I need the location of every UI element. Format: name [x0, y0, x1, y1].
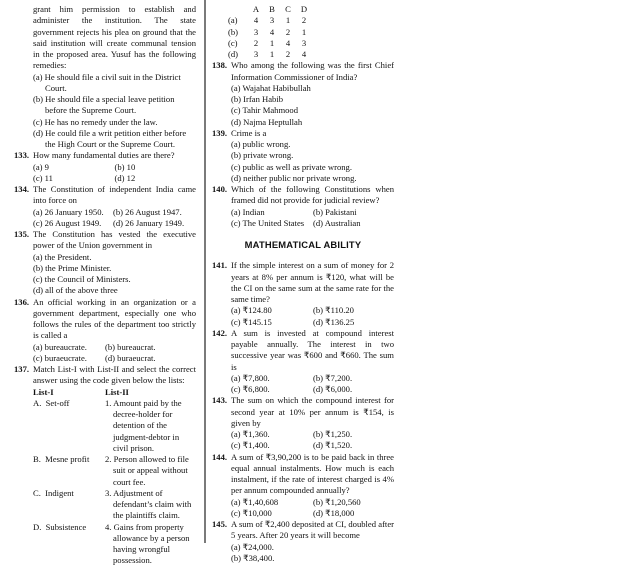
option-d: (d) Australian: [313, 217, 361, 228]
question-142: [212, 328, 394, 373]
list-1-item-a: A. Set-off: [33, 397, 70, 408]
code-value: 3: [301, 37, 307, 48]
option-b: (b) ₹1,20,560: [313, 496, 361, 507]
list-1-item-d: D. Subsistence: [33, 521, 87, 532]
option-c: (c) public as well as private wrong.: [231, 161, 352, 172]
option-b: (b) bureaucrat.: [105, 341, 156, 352]
list-1-header: List-I: [33, 386, 54, 397]
option-b: (b) ₹7,200.: [313, 372, 353, 383]
question-134: [14, 184, 196, 207]
question-text: Which of the following Constitutions when framed did not provide for judicial review?: [231, 184, 394, 206]
left-column: [14, 4, 196, 567]
question-144: [212, 452, 394, 497]
question-number: 143.: [212, 395, 228, 406]
code-value: 2: [285, 49, 291, 59]
question-number: 136.: [14, 296, 30, 307]
list-2-item-1: 1. Amount paid by the decree-holder for detention of the judgment-debtor in civil prison.: [105, 397, 182, 453]
question-text: A sum of ₹3,90,200 is to be paid back in three equal annual instalments. How much is each instalment, if the rate of interest charged is 4% per annum compounded annually?: [231, 451, 394, 496]
option-b: (b) Irfan Habib: [231, 94, 284, 104]
code-value: 4: [269, 26, 275, 37]
option-c: (c) ₹6,800.: [231, 384, 270, 394]
option-b: (b) private wrong.: [231, 150, 294, 161]
options: [212, 207, 394, 230]
code-value: 2: [285, 26, 291, 37]
option-c: (c) 11: [33, 172, 53, 183]
question-139: [212, 128, 394, 139]
code-row: [228, 15, 312, 26]
question-text: The Constitution of independent India came into force on: [33, 184, 196, 206]
code-value: 1: [285, 15, 291, 26]
question-number: 142.: [212, 327, 228, 338]
question-number: 141.: [212, 260, 228, 271]
question-number: 135.: [14, 229, 30, 239]
question-text: A sum is invested at compound interest payable annually. The interest in two successive year was ₹600 and ₹660. The sum is: [231, 327, 394, 372]
option-c: (c) the Council of Ministers.: [33, 274, 131, 284]
code-row: [228, 38, 312, 49]
question-133: [14, 150, 196, 161]
options: [212, 497, 394, 520]
option-c: (c) ₹10,000: [231, 507, 272, 518]
option-b: (b) 26 August 1947.: [113, 206, 182, 217]
options: [14, 207, 196, 230]
question-number: 134.: [14, 184, 30, 194]
option-c: (c) buraeucrate.: [33, 352, 87, 363]
question-text: The sum on which the compound interest for second year at 10% per annum is ₹154, is given by: [231, 395, 394, 428]
option-c: (c) Tahir Mahmood: [231, 105, 299, 116]
code-header-row: [228, 4, 312, 15]
code-header-d: D: [300, 4, 308, 14]
code-value: 1: [301, 26, 307, 37]
code-header-c: C: [285, 4, 291, 14]
option-d: (d) neither public nor private wrong.: [231, 172, 357, 183]
list-2-item-4: 4. Gains from property allowance by a person having wrongful possession.: [105, 521, 190, 566]
option-c: (c) 26 August 1949.: [33, 217, 102, 228]
options: [212, 139, 394, 184]
options: [14, 162, 196, 185]
options: [33, 72, 196, 151]
section-heading: MATHEMATICAL ABILITY: [244, 239, 362, 250]
options: [212, 373, 394, 396]
question-text: Match List-I with List-II and select the correct answer using the code given below the lists:: [33, 364, 196, 386]
option-d: (d) 12: [114, 172, 136, 183]
option-a: (a) 9: [33, 161, 49, 172]
option-a: (a) ₹7,800.: [231, 372, 270, 383]
option-b: (b) ₹1,250.: [313, 429, 353, 439]
option-c: (c) He has no remedy under the law.: [33, 116, 158, 127]
option-a: (a) Wajahat Habibullah: [231, 82, 311, 93]
code-header-a: A: [252, 4, 260, 14]
option-c: (c) ₹145.15: [231, 316, 272, 327]
match-lists: [14, 387, 196, 567]
option-b: (b) Pakistani: [313, 206, 357, 217]
option-d: (d) ₹18,000: [313, 507, 355, 518]
list-1-item-b: B. Mesne profit: [33, 454, 90, 464]
question-137: [14, 364, 196, 387]
question-text: A sum of ₹2,400 deposited at CI, doubled after 5 years. After 20 years it will become: [231, 519, 394, 541]
option-b: (b) ₹110.20: [313, 305, 354, 316]
code-header-b: B: [269, 4, 275, 14]
code-value: 3: [269, 15, 275, 26]
code-value: 3: [253, 49, 259, 59]
question-132-continued: [14, 4, 196, 150]
code-row: [228, 49, 312, 60]
option-b: (b) He should file a special leave petition before the Supreme Court.: [33, 94, 175, 116]
option-d: (d) 26 January 1949.: [113, 217, 185, 228]
question-number: 139.: [212, 127, 228, 138]
option-a: (a) ₹124.80: [231, 305, 272, 316]
option-d: (d) all of the above three: [33, 285, 118, 296]
option-b: (b) the Prime Minister.: [33, 262, 112, 273]
answer-code-table: [228, 4, 312, 60]
question-text: Crime is a: [231, 127, 267, 138]
question-text: Who among the following was the first Chief Information Commissioner of India?: [231, 60, 394, 82]
column-divider: [204, 0, 206, 543]
question-text: If the simple interest on a sum of money for 2 years at 8% per annum is ₹120, what will be the CI on the same sum at the same rate for the same time?: [231, 260, 394, 304]
question-140: [212, 184, 394, 207]
question-135: [14, 229, 196, 252]
question-141: [212, 260, 394, 305]
code-value: 2: [301, 15, 307, 26]
code-label: (d): [228, 49, 239, 59]
list-2-item-3: 3. Adjustment of defendant’s claim with the plaintiffs claim.: [105, 487, 192, 521]
option-a: (a) ₹24,000.: [231, 541, 274, 552]
code-value: 1: [269, 37, 275, 48]
option-d: (d) buraeucrat.: [105, 352, 156, 363]
list-2-header: List-II: [105, 386, 129, 397]
options: [212, 429, 394, 452]
question-number: 144.: [212, 451, 228, 462]
option-b: (b) ₹38,400.: [231, 552, 275, 563]
code-value: 4: [253, 15, 259, 26]
question-136: [14, 297, 196, 342]
question-number: 145.: [212, 519, 228, 529]
code-value: 4: [285, 37, 291, 48]
options: [212, 305, 394, 328]
code-value: 3: [253, 26, 259, 37]
code-label: (a): [228, 15, 238, 26]
question-text: How many fundamental duties are there?: [33, 150, 175, 161]
option-a: (a) Indian: [231, 206, 265, 217]
question-138: [212, 60, 394, 83]
option-c: (c) The United States: [231, 217, 305, 228]
list-1-item-c: C. Indigent: [33, 487, 74, 498]
code-value: 1: [269, 49, 275, 59]
list-2-item-2: 2. Person allowed to file suit or appeal without court fee.: [105, 454, 189, 487]
code-row: [228, 27, 312, 38]
option-a: (a) public wrong.: [231, 139, 291, 149]
code-label: (b): [228, 26, 239, 37]
right-column: [212, 4, 394, 564]
option-a: (a) 26 January 1950.: [33, 206, 104, 217]
question-text: The Constitution has vested the executive power of the Union government in: [33, 229, 196, 251]
question-145: [212, 519, 394, 542]
option-a: (a) bureaucrate.: [33, 341, 87, 352]
question-number: 140.: [212, 184, 228, 194]
option-a: (a) the President.: [33, 251, 92, 262]
option-b: (b) 10: [114, 161, 136, 172]
option-a: (a) He should file a civil suit in the District Court.: [33, 71, 181, 93]
question-number: 138.: [212, 60, 228, 71]
option-d: (d) ₹6,000.: [313, 384, 353, 394]
options: [14, 252, 196, 297]
option-d: (d) ₹1,520.: [313, 440, 353, 451]
option-d: (d) ₹136.25: [313, 316, 355, 327]
question-number: 137.: [14, 364, 30, 374]
option-d: (d) Najma Heptullah: [231, 116, 303, 127]
option-a: (a) ₹1,40,608: [231, 496, 279, 507]
code-label: (c): [228, 37, 238, 48]
options: [212, 542, 394, 565]
code-value: 4: [301, 49, 307, 59]
options: [14, 342, 196, 365]
code-value: 2: [253, 37, 259, 48]
option-a: (a) ₹1,360.: [231, 429, 270, 439]
question-number: 133.: [14, 150, 30, 161]
option-c: (c) ₹1,400.: [231, 440, 270, 451]
question-text: grant him permission to establish and administer the institution. The state government rejects his plea on ground that the said institution will create communal tension in the proposed area. Yusuf has the following remedies:: [33, 4, 196, 71]
option-d: (d) He could file a writ petition either before the High Court or the Supreme Court.: [33, 127, 187, 149]
question-text: An official working in an organization or a government department, especially one who follows the rules of the department too strictly is called a: [33, 296, 196, 341]
question-143: [212, 395, 394, 429]
options: [212, 83, 394, 128]
